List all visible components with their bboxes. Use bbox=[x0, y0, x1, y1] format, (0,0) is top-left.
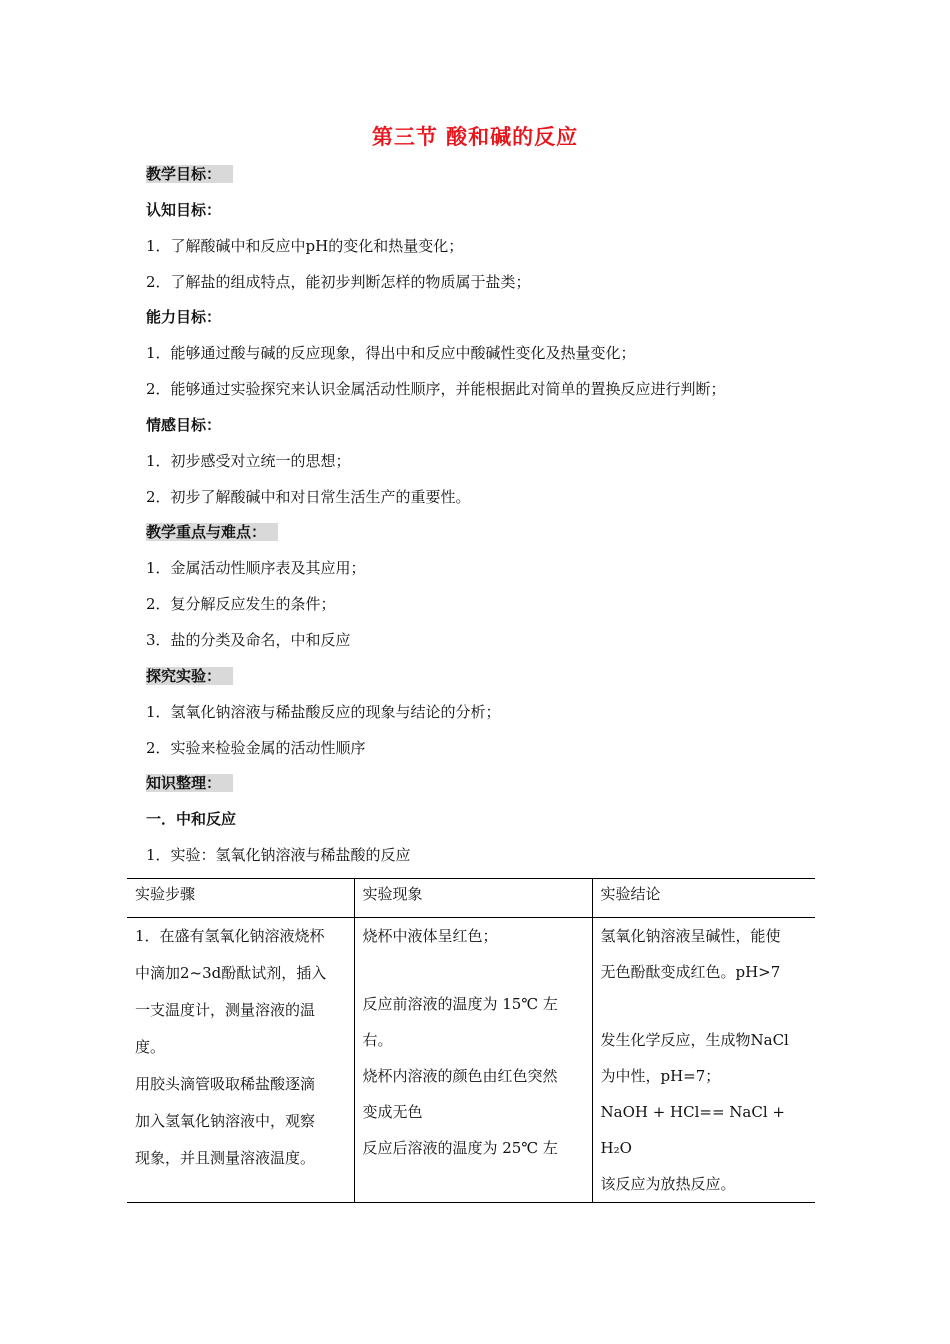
section-heading-teaching-goals: 教学目标： bbox=[146, 164, 233, 184]
cell-line: 一支温度计，测量溶液的温 bbox=[135, 1001, 316, 1019]
header-conclusions: 实验结论 bbox=[592, 879, 815, 918]
cell-steps bbox=[127, 918, 354, 1203]
cell-line: 变成无色 bbox=[362, 1103, 423, 1121]
cell-phenomena bbox=[354, 918, 592, 1203]
section-heading-knowledge: 知识整理： bbox=[146, 773, 233, 793]
list-item: 1．金属活动性顺序表及其应用； bbox=[146, 559, 366, 577]
list-item: 1．能够通过酸与碱的反应现象，得出中和反应中酸碱性变化及热量变化； bbox=[146, 344, 636, 362]
list-item: 1．初步感受对立统一的思想； bbox=[146, 452, 351, 470]
experiment-title: 1．实验：氢氧化钠溶液与稀盐酸的反应 bbox=[146, 846, 411, 864]
table-header-row bbox=[127, 879, 815, 918]
heading-emotion-goals: 情感目标： bbox=[146, 416, 222, 434]
cell-line: 现象，并且测量溶液温度。 bbox=[135, 1149, 316, 1167]
list-item: 2．初步了解酸碱中和对日常生活生产的重要性。 bbox=[146, 488, 471, 506]
cell-line: 发生化学反应，生成物NaCl bbox=[600, 1031, 789, 1049]
cell-line: 反应前溶液的温度为 15℃ 左 bbox=[362, 995, 558, 1013]
heading-ability-goals: 能力目标： bbox=[146, 308, 222, 326]
cell-line: 烧杯中液体呈红色； bbox=[362, 927, 498, 945]
section-heading-key-points: 教学重点与难点： bbox=[146, 522, 278, 542]
list-item: 3．盐的分类及命名，中和反应 bbox=[146, 631, 351, 649]
cell-line: 度。 bbox=[135, 1038, 166, 1056]
header-phenomena: 实验现象 bbox=[354, 879, 592, 918]
cell-line: 加入氢氧化钠溶液中，观察 bbox=[135, 1112, 316, 1130]
list-item: 2．能够通过实验探究来认识金属活动性顺序，并能根据此对简单的置换反应进行判断； bbox=[146, 380, 726, 398]
cell-line: 为中性，pH=7； bbox=[600, 1067, 721, 1085]
cell-line: 氢氧化钠溶液呈碱性，能使 bbox=[600, 927, 781, 945]
cell-line: 反应后溶液的温度为 25℃ 左 bbox=[362, 1139, 558, 1157]
list-item: 1．了解酸碱中和反应中pH的变化和热量变化； bbox=[146, 237, 464, 255]
list-item: 1．氢氧化钠溶液与稀盐酸反应的现象与结论的分析； bbox=[146, 703, 501, 721]
cell-line: 1．在盛有氢氧化钠溶液烧杯 bbox=[135, 927, 325, 945]
list-item: 2．了解盐的组成特点，能初步判断怎样的物质属于盐类； bbox=[146, 273, 531, 291]
cell-line: 无色酚酞变成红色。pH>7 bbox=[600, 963, 781, 981]
cell-line: 右。 bbox=[362, 1031, 393, 1049]
cell-line: 烧杯内溶液的颜色由红色突然 bbox=[362, 1067, 558, 1085]
table-row bbox=[127, 918, 815, 1203]
cell-line: NaOH + HCl== NaCl + H₂O bbox=[600, 1103, 785, 1157]
list-item: 2．实验来检验金属的活动性顺序 bbox=[146, 739, 366, 757]
list-item: 2．复分解反应发生的条件； bbox=[146, 595, 336, 613]
section-heading-experiments: 探究实验： bbox=[146, 666, 233, 686]
cell-line: 该反应为放热反应。 bbox=[600, 1175, 736, 1193]
cell-conclusions bbox=[592, 918, 815, 1203]
cell-line: 中滴加2~3d酚酞试剂，插入 bbox=[135, 964, 327, 982]
subheading-neutralization: 一．中和反应 bbox=[146, 810, 237, 828]
cell-line: 用胶头滴管吸取稀盐酸逐滴 bbox=[135, 1075, 316, 1093]
header-steps: 实验步骤 bbox=[127, 879, 354, 918]
experiment-table bbox=[127, 878, 815, 1203]
page-title: 第三节 酸和碱的反应 bbox=[371, 125, 579, 149]
heading-cognitive-goals: 认知目标： bbox=[146, 201, 222, 219]
